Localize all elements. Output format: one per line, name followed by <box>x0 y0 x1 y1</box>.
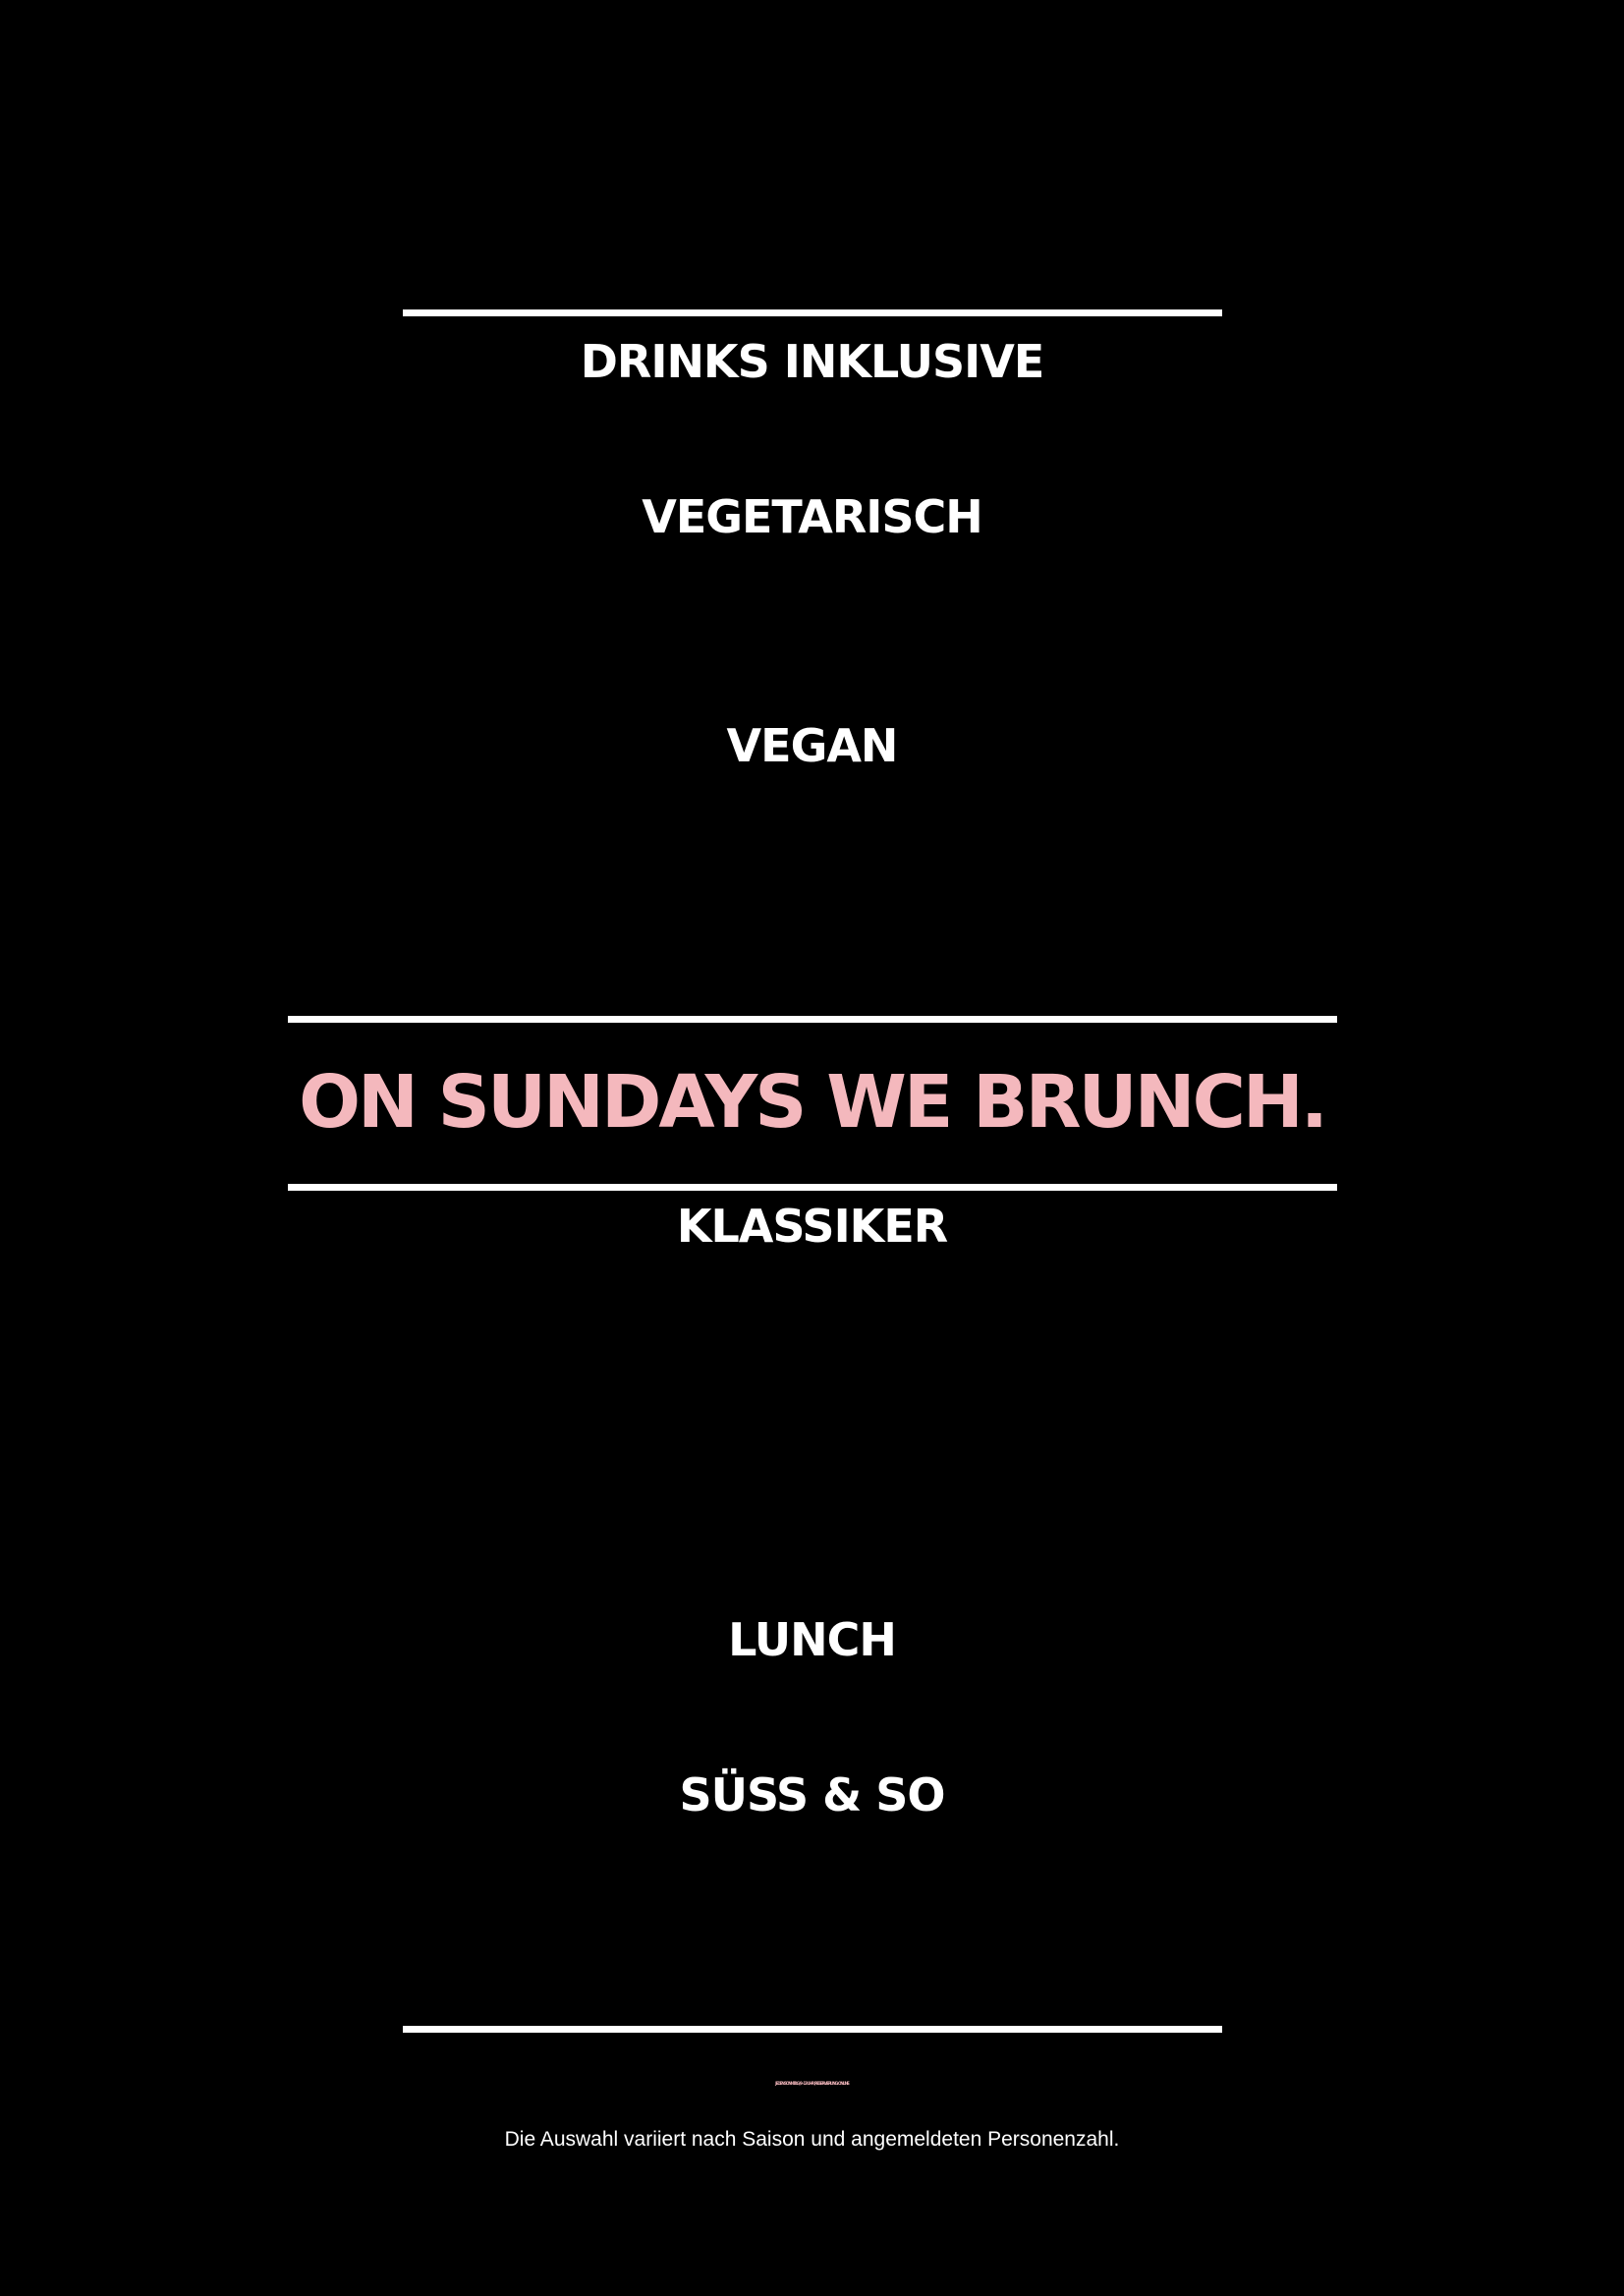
menu-item <box>0 580 1624 617</box>
menu-item <box>0 1289 1624 1326</box>
menu-item <box>0 956 1624 993</box>
section-vegan <box>0 720 1624 992</box>
footer-note: Die Auswahl variiert nach Saison und angemeldeten Personenzahl. <box>504 2128 1120 2151</box>
menu-header <box>0 93 1624 288</box>
menu-item <box>0 1820 1624 1858</box>
menu-item <box>0 1702 1624 1739</box>
section-suess <box>0 1769 1624 2005</box>
divider-footer <box>403 2026 1222 2033</box>
section-title: DRINKS INKLUSIVE <box>580 335 1044 388</box>
menu-item <box>0 1436 1624 1474</box>
footer-schedule: JEDEN SONNTAG | 9 - 13 UHR | RESERVIERUNG: ONLINE <box>775 2081 849 2086</box>
menu-item <box>0 1363 1624 1400</box>
divider-top <box>403 309 1222 316</box>
banner-headline: ON SUNDAYS WE BRUNCH. <box>299 1060 1325 1145</box>
menu-item <box>0 1325 1624 1363</box>
menu-item <box>0 424 1624 462</box>
header-line-1 <box>0 93 1624 158</box>
menu-item <box>0 1399 1624 1436</box>
section-title: LUNCH <box>728 1612 896 1666</box>
menu-item <box>0 542 1624 580</box>
menu-item <box>0 1894 1624 1932</box>
section-title: SÜSS & SO <box>679 1767 945 1821</box>
header-line-2 <box>0 158 1624 223</box>
section-title: KLASSIKER <box>676 1200 948 1253</box>
menu-item <box>0 387 1624 424</box>
section-lunch <box>0 1614 1624 1739</box>
menu-item <box>0 809 1624 846</box>
menu-item <box>0 845 1624 882</box>
header-line-3 <box>0 223 1624 288</box>
section-vegetarisch <box>0 491 1624 690</box>
menu-item <box>0 1252 1624 1289</box>
menu-item <box>0 919 1624 956</box>
divider-banner-bottom <box>288 1184 1337 1191</box>
menu-item <box>0 1473 1624 1510</box>
menu-item <box>0 882 1624 920</box>
section-drinks <box>0 336 1624 461</box>
section-title: VEGETARISCH <box>642 490 982 543</box>
menu-item <box>0 771 1624 809</box>
menu-item <box>0 1546 1624 1584</box>
divider-banner-top <box>288 1016 1337 1023</box>
menu-item <box>0 653 1624 691</box>
menu-item <box>0 616 1624 653</box>
menu-item <box>0 1931 1624 1968</box>
menu-item <box>0 1510 1624 1547</box>
menu-item <box>0 1665 1624 1703</box>
section-klassiker <box>0 1201 1624 1584</box>
menu-item <box>0 1857 1624 1894</box>
menu-item <box>0 1968 1624 2005</box>
section-title: VEGAN <box>726 719 898 772</box>
